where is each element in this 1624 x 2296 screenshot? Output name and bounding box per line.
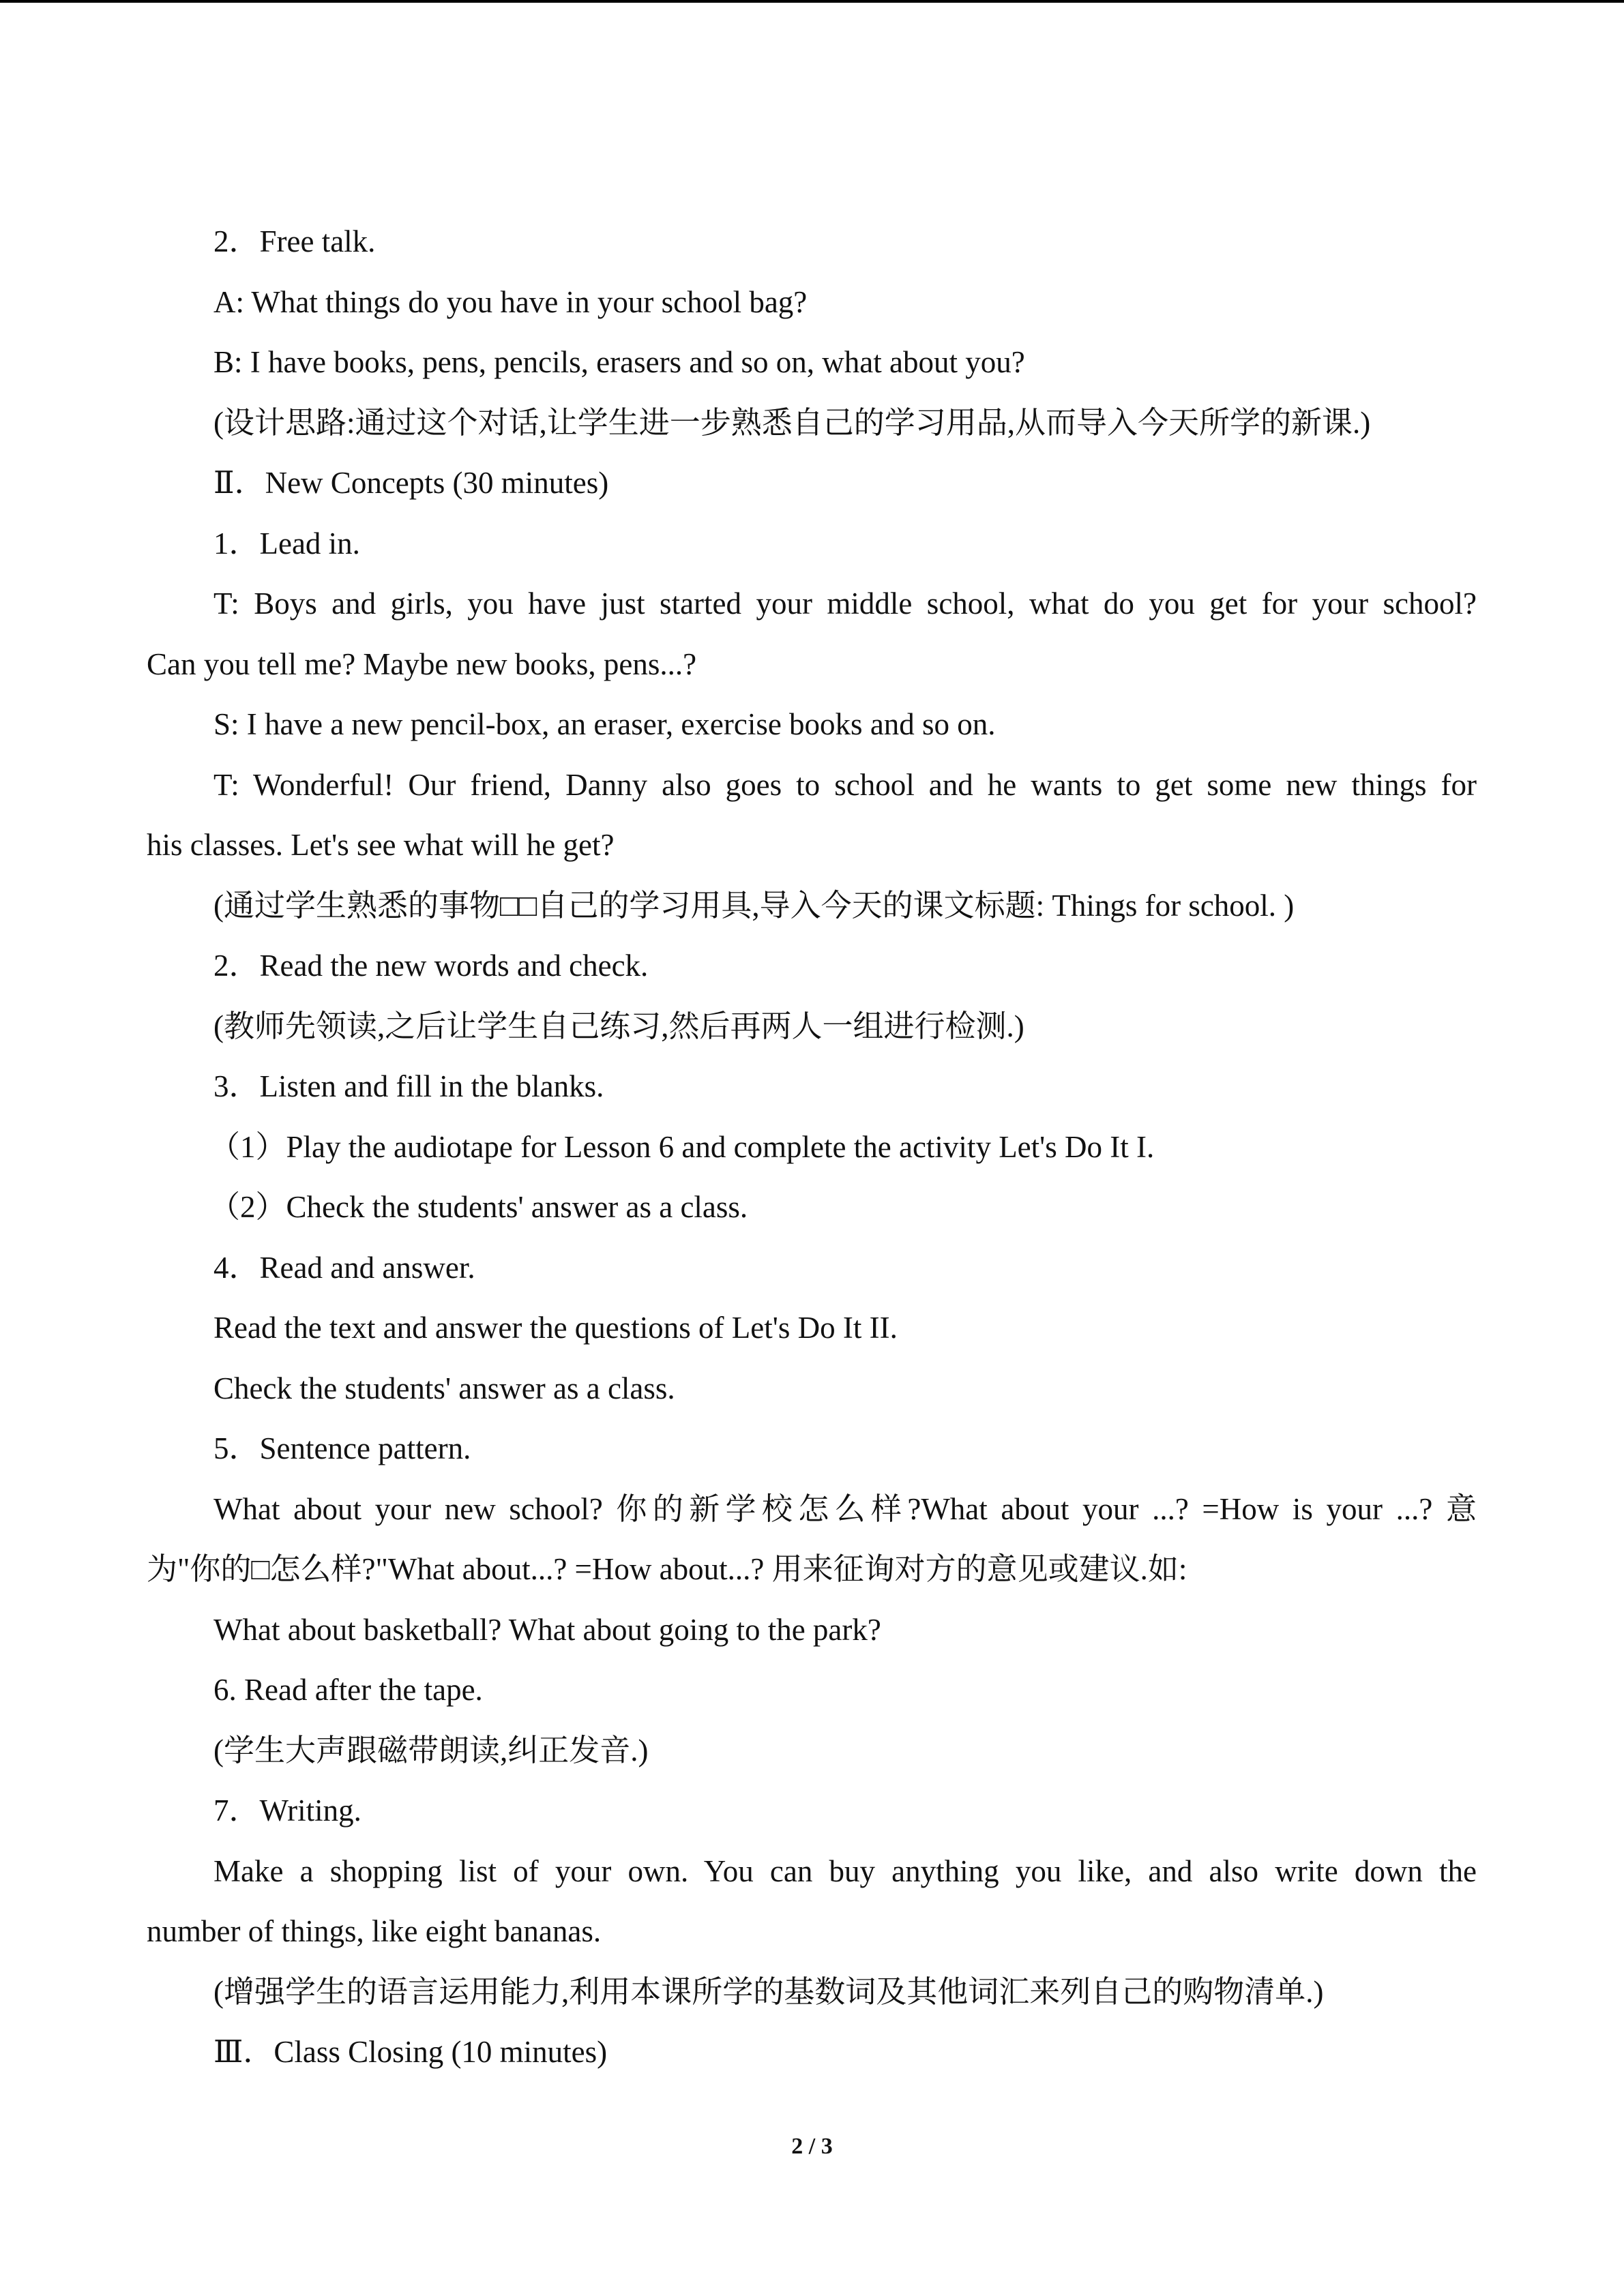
paragraph-line: Can you tell me? Maybe new books, pens...? [147,646,697,681]
sub-step-line: （2）Check the students' answer as a class. [209,1190,748,1224]
dialogue-line: S: I have a new pencil-box, an eraser, exercise books and so on. [213,707,996,741]
design-note: (学生大声跟磁带朗读,纠正发音.) [213,1733,649,1768]
document-body [147,211,1477,2083]
step-heading-free-talk: 2．Free talk. [213,224,376,258]
paragraph-line: his classes. Let's see what will he get? [147,828,615,862]
paragraph-line: number of things, like eight bananas. [147,1914,602,1948]
section-heading-class-closing: Ⅲ．Class Closing (10 minutes) [213,2035,608,2069]
paragraph-line: 为"你的□怎么样?"What about...? =How about...? 用来征询对方的意见或建议.如: [147,1552,1187,1586]
design-note: (通过学生熟悉的事物□□自己的学习用具,导入今天的课文标题: Things for school. ) [213,888,1295,923]
paragraph-line: Read the text and answer the questions of Let's Do It II. [213,1311,898,1345]
paragraph-line: What about your new school? 你的新学校怎么样?What about your ...? =How is your ...? 意 [213,1491,1477,1526]
step-heading-read-after-tape: 6. Read after the tape. [213,1673,483,1707]
step-heading-read-words: 2．Read the new words and check. [213,949,649,983]
step-heading-sentence-pattern: 5．Sentence pattern. [213,1431,471,1465]
paragraph-line: Make a shopping list of your own. You can buy anything you like, and also write down the [213,1853,1477,1888]
sub-step-line: （1）Play the audiotape for Lesson 6 and complete the activity Let's Do It I. [209,1129,1155,1164]
dialogue-line: B: I have books, pens, pencils, erasers and so on, what about you? [213,345,1025,379]
step-heading-writing: 7．Writing. [213,1793,361,1828]
section-heading-new-concepts: Ⅱ．New Concepts (30 minutes) [213,466,609,500]
step-heading-read-answer: 4．Read and answer. [213,1250,475,1285]
paragraph-line: T: Boys and girls, you have just started your middle school, what do you get for your school? [213,586,1477,621]
design-note: (设计思路:通过这个对话,让学生进一步熟悉自己的学习用品,从而导入今天所学的新课.) [213,405,1371,440]
step-heading-listen: 3．Listen and fill in the blanks. [213,1069,604,1103]
paragraph-line: Check the students' answer as a class. [213,1371,675,1405]
dialogue-line: A: What things do you have in your school bag? [213,284,808,319]
example-line: What about basketball? What about going to the park? [213,1612,881,1647]
paragraph-line: T: Wonderful! Our friend, Danny also goes to school and he wants to get some new things for [213,767,1477,802]
step-heading-lead-in: 1．Lead in. [213,526,360,561]
design-note: (教师先领读,之后让学生自己练习,然后再两人一组进行检测.) [213,1009,1024,1043]
top-border-rule [0,0,1624,3]
design-note: (增强学生的语言运用能力,利用本课所学的基数词及其他词汇来列自己的购物清单.) [213,1974,1324,2009]
page-number: 2 / 3 [791,2134,833,2159]
